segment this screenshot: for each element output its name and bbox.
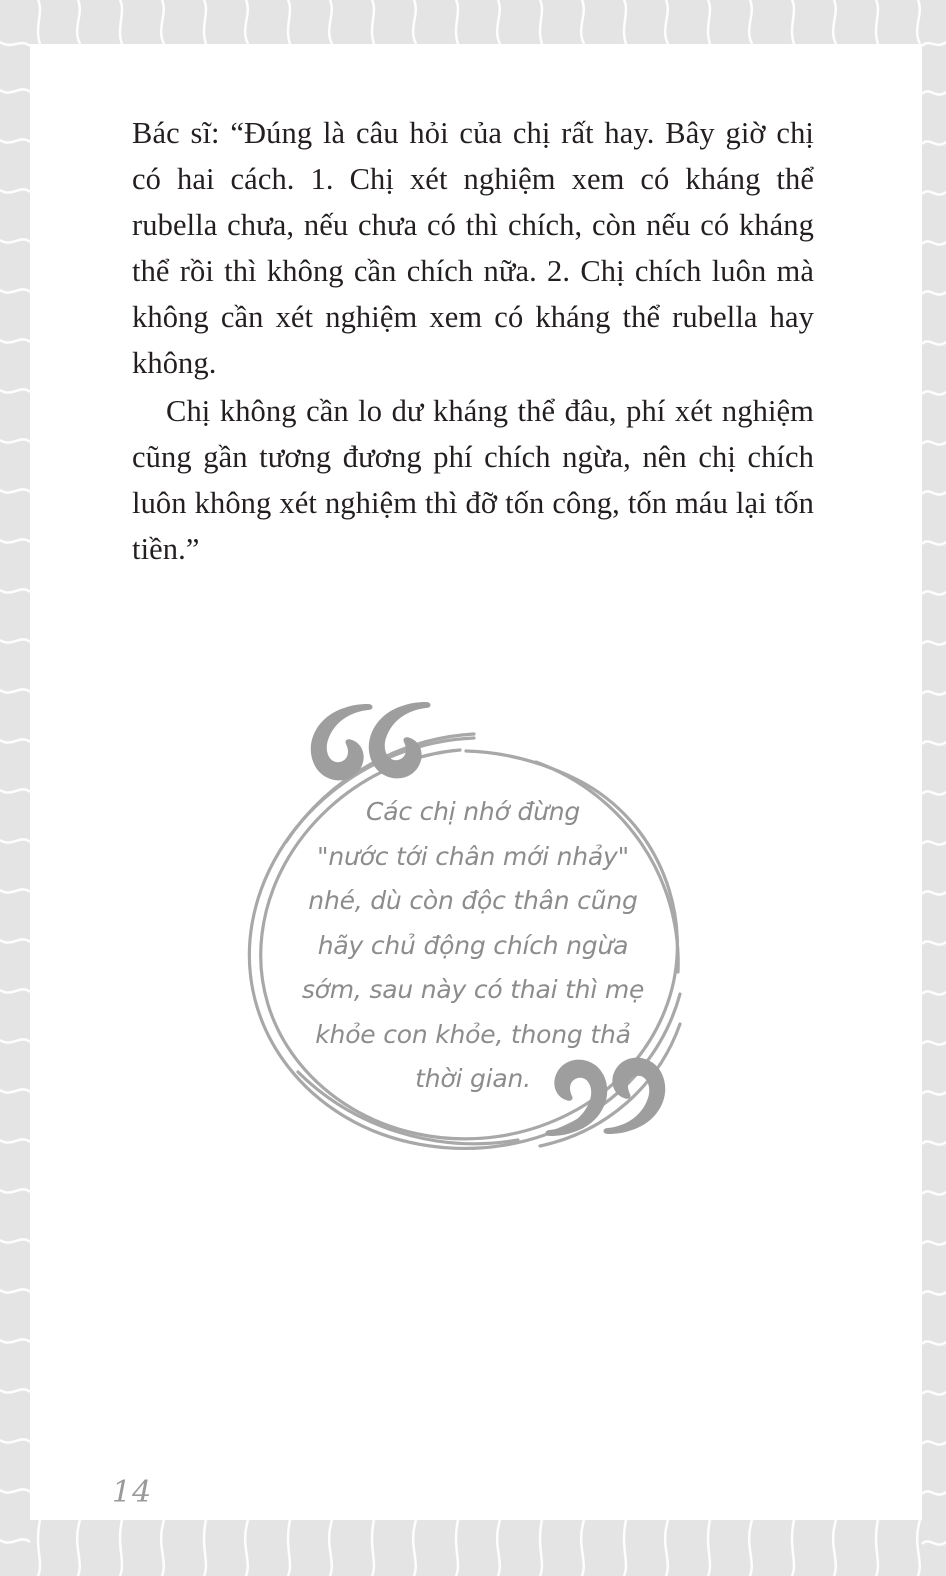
pullquote-line: thời gian.	[415, 1064, 531, 1093]
pullquote-line: hãy chủ động chích ngừa	[317, 930, 629, 960]
pullquote-line: sớm, sau này có thai thì mẹ	[301, 975, 645, 1004]
decorative-border-left	[0, 0, 30, 1576]
decorative-border-top	[0, 0, 946, 44]
pullquote-text	[280, 790, 666, 1102]
page-number: 14	[112, 1475, 153, 1510]
paragraph-1: Bác sĩ: “Đúng là câu hỏi của chị rất hay. Bây giờ chị có hai cách. 1. Chị xét nghiệm xem có kháng thể rubella chưa, nếu chưa có thì chích, còn nếu có kháng thể rồi thì không cần chích nữa. 2. Chị chích luôn mà không cần xét nghiệm xem có kháng thể rubella hay không.	[132, 116, 814, 380]
decorative-border-bottom	[0, 1520, 946, 1576]
pullquote-line: khỏe con khỏe, thong thả	[315, 1019, 631, 1049]
page-body	[132, 110, 814, 572]
paragraph-2: Chị không cần lo dư kháng thể đâu, phí xét nghiệm cũng gần tương đương phí chích ngừa, nên chị chích luôn không xét nghiệm thì đỡ tốn công, tốn máu lại tốn tiền.”	[132, 394, 814, 566]
pullquote-line: "nước tới chân mới nhảy"	[317, 841, 629, 871]
pullquote	[222, 672, 722, 1172]
pullquote-line: nhé, dù còn độc thân cũng	[308, 886, 638, 915]
decorative-border-right	[922, 0, 946, 1576]
quotation-mark-open-icon	[311, 702, 431, 780]
pullquote-line: Các chị nhớ đừng	[365, 797, 581, 826]
